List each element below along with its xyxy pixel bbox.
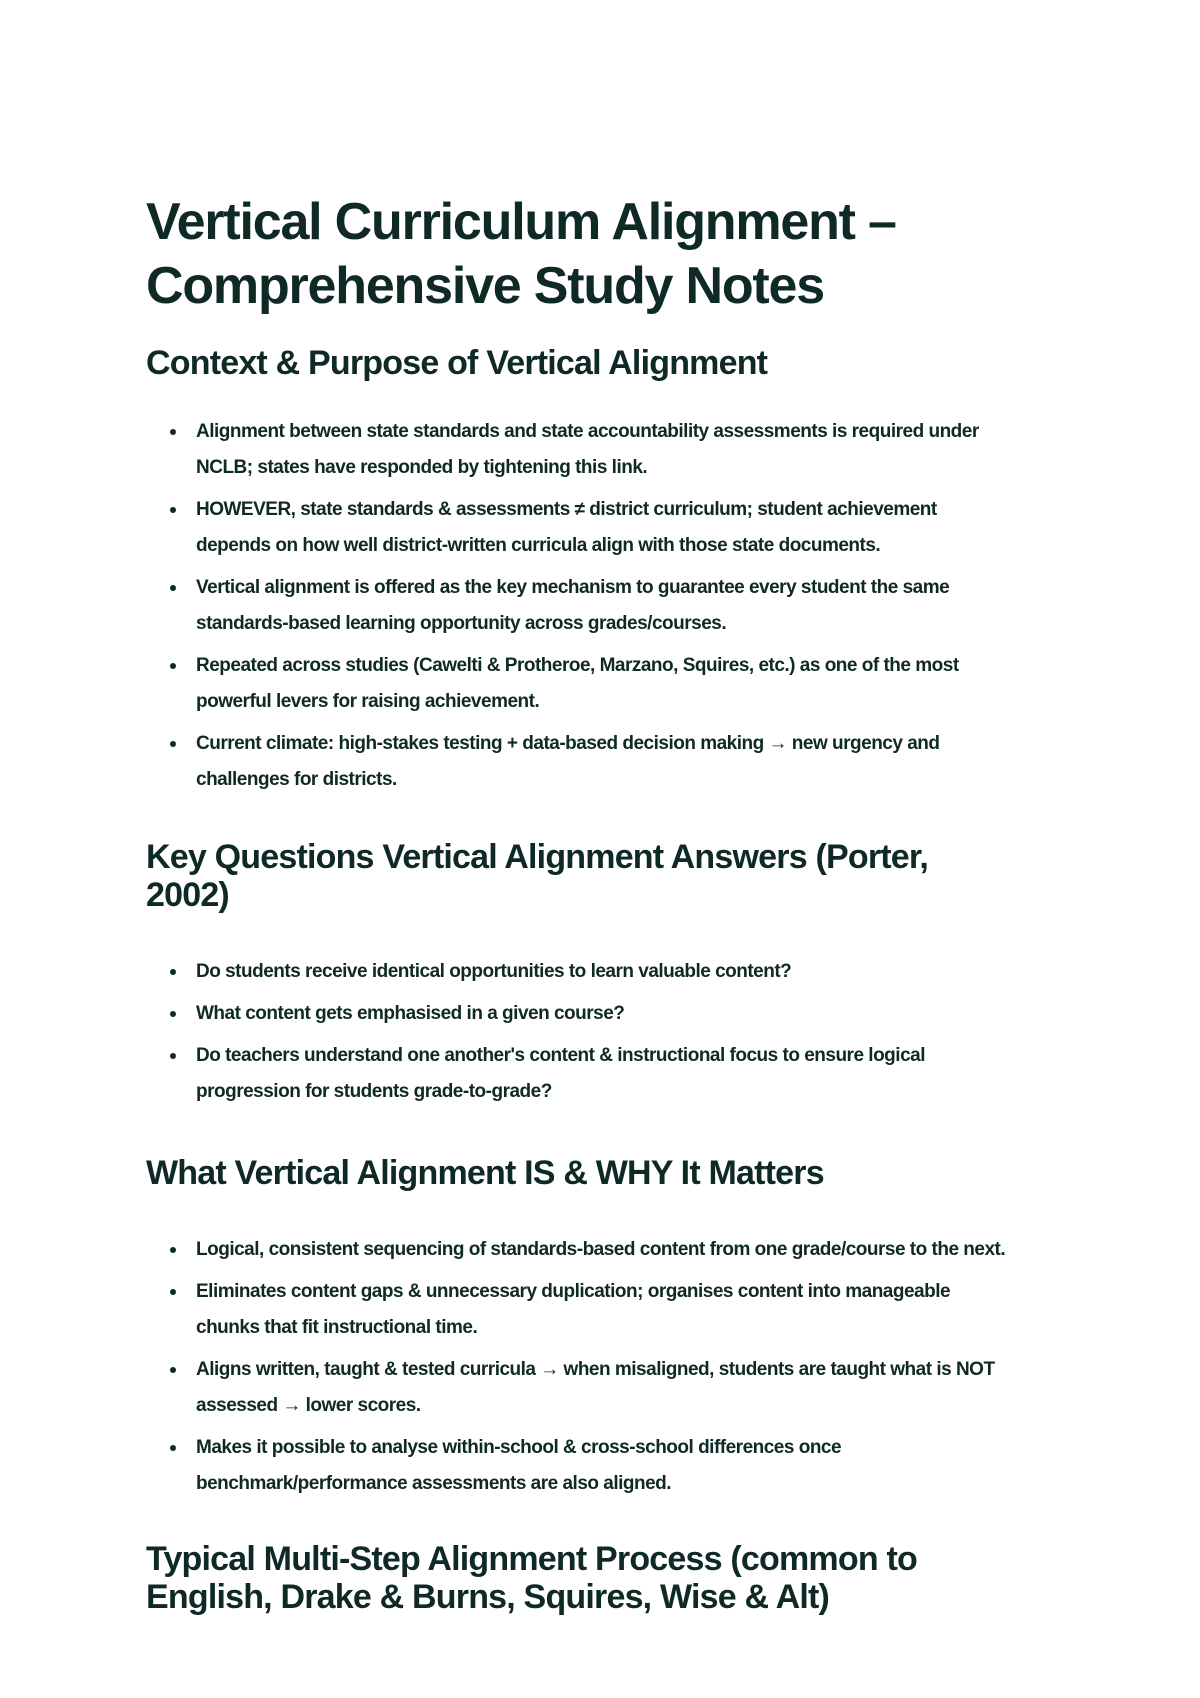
list-item xyxy=(146,414,1016,486)
bullet-icon xyxy=(170,1053,176,1059)
section-heading-context-purpose: Context & Purpose of Vertical Alignment xyxy=(146,344,768,382)
list-item xyxy=(146,492,1016,564)
list-item xyxy=(146,648,1016,720)
bullet-icon xyxy=(170,585,176,591)
section-heading-process: Typical Multi-Step Alignment Process (common to English, Drake & Burns, Squires, Wise & Alt) xyxy=(146,1540,917,1616)
list-item xyxy=(146,1430,1016,1502)
list-item-text: Logical, consistent sequencing of standards-based content from one grade/course to the next. xyxy=(196,1239,1006,1260)
list-item xyxy=(146,996,1016,1032)
list-item xyxy=(146,1232,1016,1268)
bullet-icon xyxy=(170,429,176,435)
list-item-text: HOWEVER, state standards & assessments ≠ district curriculum; student achievement depends on how well district-written curricula align with those state documents. xyxy=(196,499,937,556)
list-item xyxy=(146,726,1016,798)
bullet-icon xyxy=(170,1289,176,1295)
list-item-text: What content gets emphasised in a given course? xyxy=(196,1003,625,1024)
list-item xyxy=(146,954,1016,990)
document-page xyxy=(146,190,1016,1616)
list-item-text: Do teachers understand one another's content & instructional focus to ensure logical progression for students grade-to-grade? xyxy=(196,1045,925,1102)
list-item-text: Alignment between state standards and state accountability assessments is required under NCLB; states have responded by tightening this link. xyxy=(196,421,979,478)
bullet-icon xyxy=(170,1247,176,1253)
list-item xyxy=(146,570,1016,642)
section-heading-key-questions: Key Questions Vertical Alignment Answers (Porter, 2002) xyxy=(146,838,929,914)
list-item xyxy=(146,1274,1016,1346)
bullet-icon xyxy=(170,1367,176,1373)
bullet-icon xyxy=(170,741,176,747)
list-item-text: Aligns written, taught & tested curricula → when misaligned, students are taught what is NOT assessed → lower scores. xyxy=(196,1359,995,1416)
list-item-text: Do students receive identical opportunities to learn valuable content? xyxy=(196,961,792,982)
bullet-icon xyxy=(170,969,176,975)
bullet-icon xyxy=(170,507,176,513)
what-why-list xyxy=(146,1232,1016,1502)
list-item-text: Eliminates content gaps & unnecessary duplication; organises content into manageable chunks that fit instructional time. xyxy=(196,1281,951,1338)
bullet-icon xyxy=(170,1445,176,1451)
key-questions-list xyxy=(146,954,1016,1110)
list-item-text: Repeated across studies (Cawelti & Protheroe, Marzano, Squires, etc.) as one of the most powerful levers for raising achievement. xyxy=(196,655,959,712)
list-item xyxy=(146,1038,1016,1110)
list-item-text: Current climate: high-stakes testing + data-based decision making → new urgency and challenges for districts. xyxy=(196,733,940,790)
bullet-icon xyxy=(170,1011,176,1017)
context-purpose-list xyxy=(146,414,1016,798)
bullet-icon xyxy=(170,663,176,669)
section-heading-what-why: What Vertical Alignment IS & WHY It Matters xyxy=(146,1154,824,1192)
list-item-text: Makes it possible to analyse within-school & cross-school differences once benchmark/performance assessments are also aligned. xyxy=(196,1437,842,1494)
page-title: Vertical Curriculum Alignment – Comprehensive Study Notes xyxy=(146,193,896,315)
list-item-text: Vertical alignment is offered as the key mechanism to guarantee every student the same standards-based learning opportunity across grades/courses. xyxy=(196,577,950,634)
list-item xyxy=(146,1352,1016,1424)
